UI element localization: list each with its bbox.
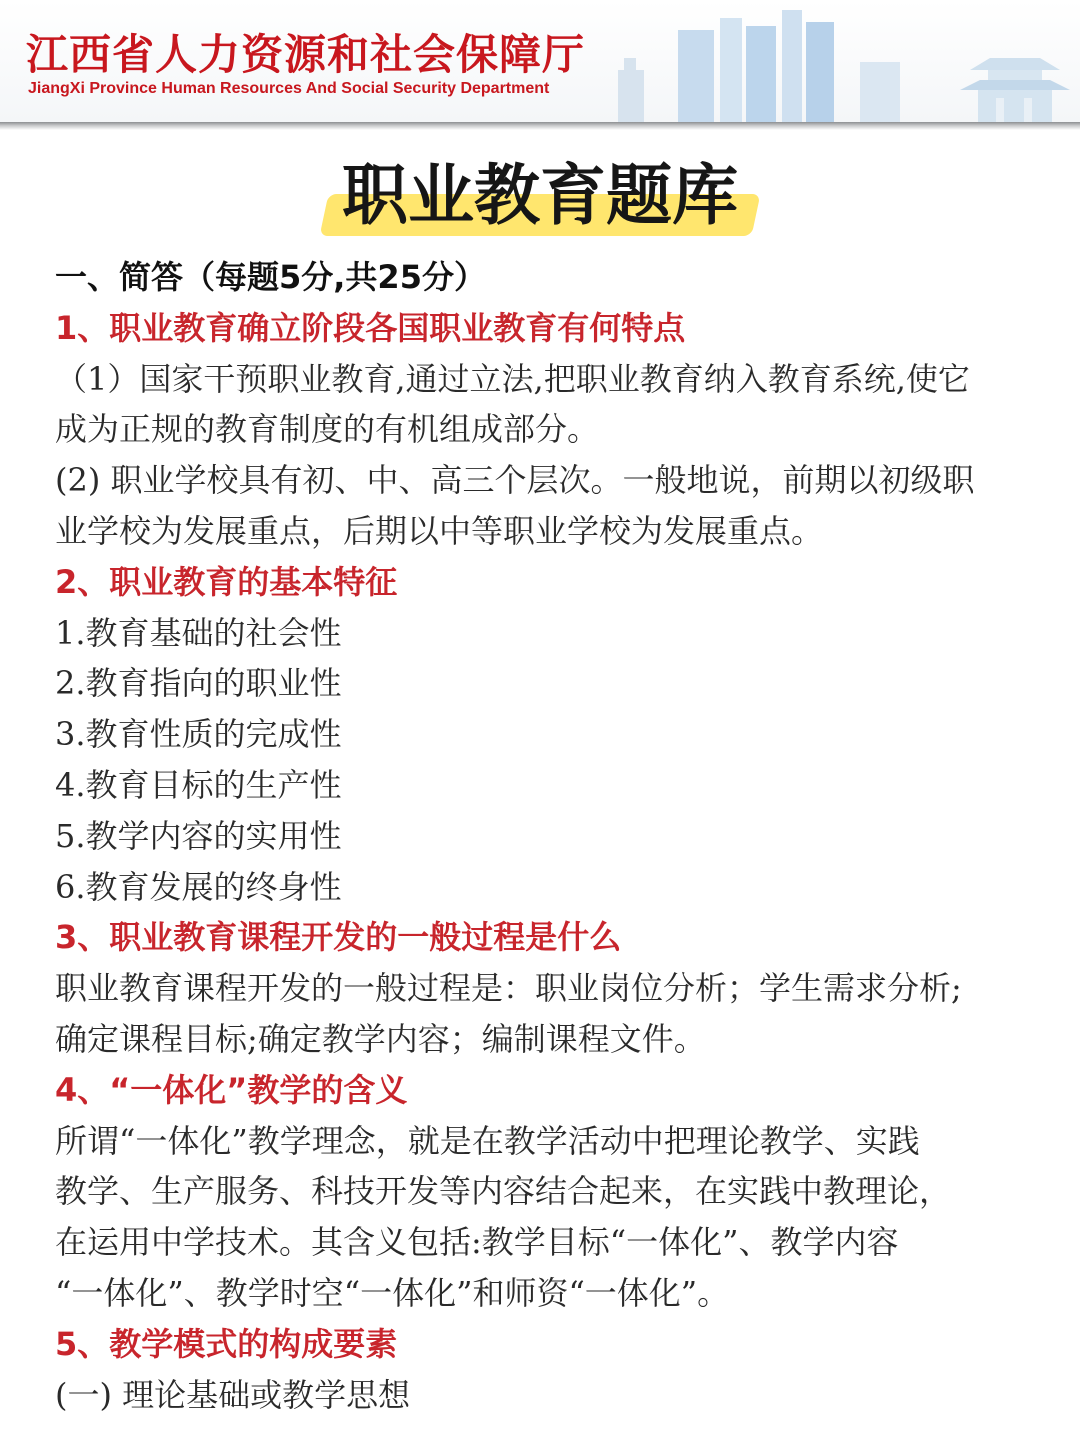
answer-line: 在运用中学技术。其含义包括:教学目标“一体化”、教学内容 (55, 1223, 899, 1262)
question-5-title: 5、教学模式的构成要素 (55, 1324, 398, 1363)
answer-line: 2.教育指向的职业性 (55, 664, 342, 703)
answer-line: (2) 职业学校具有初、中、高三个层次。一般地说，前期以初级职 (55, 461, 975, 500)
header-banner (0, 0, 1080, 124)
question-2-title: 2、职业教育的基本特征 (55, 562, 398, 601)
answer-line: 4.教育目标的生产性 (55, 765, 342, 804)
city-skyline-icon (600, 0, 1080, 124)
answer-line: “一体化”、教学时空“一体化”和师资“一体化”。 (55, 1273, 730, 1312)
answer-line: 所谓“一体化”教学理念，就是在教学活动中把理论教学、实践 (55, 1121, 920, 1160)
section-heading: 一、简答（每题5分,共25分） (55, 258, 486, 296)
answer-line: 教学、生产服务、科技开发等内容结合起来，在实践中教理论， (55, 1172, 952, 1211)
page-title (324, 150, 756, 242)
answer-line: 5.教学内容的实用性 (55, 816, 342, 855)
answer-line: 业学校为发展重点，后期以中等职业学校为发展重点。 (55, 511, 824, 550)
answer-line: 1.教育基础的社会性 (55, 613, 342, 652)
question-bank-content (55, 252, 1030, 1420)
answer-line: 6.教育发展的终身性 (55, 867, 342, 906)
org-name-cn: 江西省人力资源和社会保障厅 (26, 30, 586, 79)
answer-line: 确定课程目标;确定教学内容；编制课程文件。 (55, 1019, 706, 1058)
answer-line: 3.教育性质的完成性 (55, 715, 342, 754)
answer-line: (一) 理论基础或教学思想 (55, 1375, 411, 1414)
question-3-title: 3、职业教育课程开发的一般过程是什么 (55, 918, 622, 957)
header-divider (0, 122, 1080, 130)
org-name-en: JiangXi Province Human Resources And Social Security Department (28, 80, 550, 97)
title-area (0, 150, 1080, 242)
question-4-title: 4、“一体化”教学的含义 (55, 1070, 408, 1109)
answer-line: （1）国家干预职业教育,通过立法,把职业教育纳入教育系统,使它 (55, 359, 970, 398)
question-1-title: 1、职业教育确立阶段各国职业教育有何特点 (55, 308, 686, 347)
page-title-text: 职业教育题库 (342, 157, 738, 234)
answer-line: 职业教育课程开发的一般过程是：职业岗位分析；学生需求分析; (55, 969, 962, 1008)
answer-line: 成为正规的教育制度的有机组成部分。 (55, 410, 600, 449)
